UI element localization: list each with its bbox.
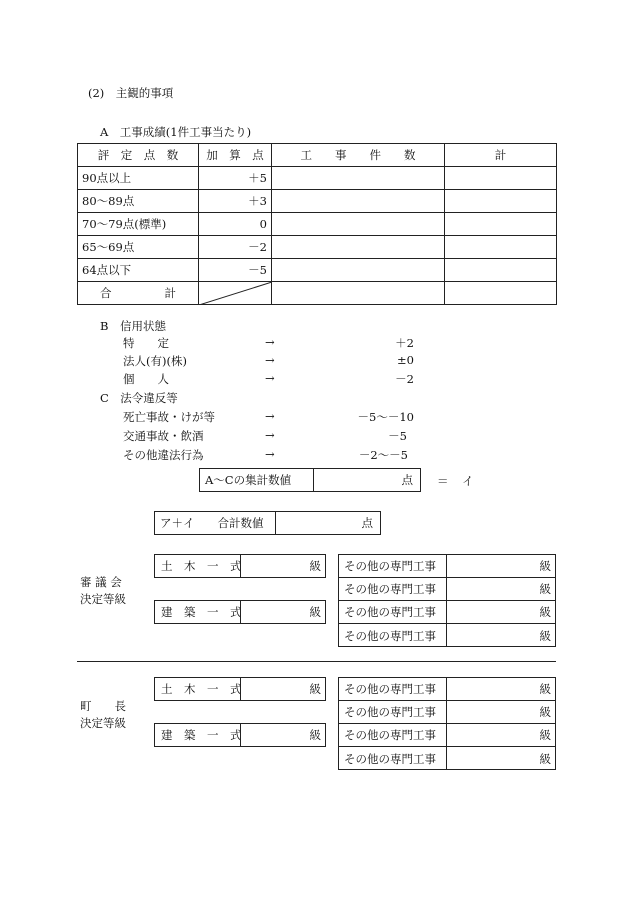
sum-ac-unit: 点	[401, 473, 413, 487]
row-label: 70～79点(標準)	[78, 213, 199, 236]
sum-ac-box	[199, 468, 421, 492]
special-row	[339, 578, 556, 601]
b-item-value: －2	[395, 372, 414, 386]
special-label: その他の専門工事	[344, 605, 436, 619]
special-row	[339, 624, 556, 647]
row-label: 64点以下	[78, 259, 199, 282]
table-total-row	[78, 282, 557, 305]
special-row	[339, 747, 556, 770]
special-row	[339, 724, 556, 747]
row-points: ＋3	[199, 190, 272, 213]
mayor-civil-box	[154, 677, 326, 701]
council-special-box	[338, 554, 556, 647]
civil-grade-field[interactable]	[240, 555, 326, 577]
row-points: 0	[199, 213, 272, 236]
c-heading: C 法令違反等	[100, 391, 178, 405]
c-item-label: 交通事故・飲酒	[123, 429, 204, 443]
special-grade-field[interactable]	[446, 555, 556, 577]
row-total[interactable]	[445, 167, 557, 190]
b-item-label: 個 人	[123, 372, 169, 386]
row-total[interactable]	[445, 236, 557, 259]
row-points: ＋5	[199, 167, 272, 190]
header-points: 加 算 点	[199, 144, 272, 167]
c-item-value: －5～－10	[357, 410, 414, 424]
section-divider	[77, 661, 556, 662]
b-item-label: 特 定	[123, 336, 169, 350]
special-label: その他の専門工事	[344, 559, 436, 573]
a-heading: A 工事成績(1件工事当たり)	[100, 125, 252, 139]
special-row	[339, 678, 556, 701]
special-label: その他の専門工事	[344, 582, 436, 596]
special-grade-field[interactable]	[446, 624, 556, 647]
civil-grade-field[interactable]	[240, 678, 326, 700]
row-points: －2	[199, 236, 272, 259]
grade-unit: 級	[309, 728, 321, 742]
diagonal-line	[199, 282, 272, 305]
header-total: 計	[445, 144, 557, 167]
table-row	[78, 167, 557, 190]
sum-ac-value[interactable]	[313, 469, 421, 491]
table-row	[78, 190, 557, 213]
grade-unit: 級	[539, 582, 551, 596]
diagonal-cell	[199, 282, 272, 305]
total-label	[78, 282, 199, 305]
sum-ac-label: A～Cの集計数値	[205, 473, 292, 487]
grade-unit: 級	[539, 605, 551, 619]
total-box	[154, 511, 381, 535]
building-label: 建 築 一 式	[161, 605, 242, 619]
grade-unit: 級	[309, 605, 321, 619]
special-label: その他の専門工事	[344, 751, 436, 766]
mayor-building-box	[154, 723, 326, 747]
special-grade-field[interactable]	[446, 701, 556, 723]
row-count[interactable]	[272, 167, 445, 190]
arrow-icon: →	[265, 335, 275, 349]
performance-table	[77, 143, 557, 305]
council-label: 審 議 会	[80, 575, 122, 589]
special-label: その他の専門工事	[344, 628, 436, 643]
row-label: 80～89点	[78, 190, 199, 213]
c-item-label: 死亡事故・けが等	[123, 410, 215, 424]
mayor-label-2: 決定等級	[80, 716, 126, 730]
total-label: ア＋イ 合計数値	[160, 516, 264, 530]
arrow-icon: →	[265, 353, 275, 367]
section-heading: (2) 主観的事項	[88, 86, 174, 100]
table-row	[78, 236, 557, 259]
total-sum[interactable]	[445, 282, 557, 305]
special-label: その他の専門工事	[344, 682, 436, 696]
total-count[interactable]	[272, 282, 445, 305]
total-label-2: 計	[164, 286, 176, 300]
c-item-label: その他違法行為	[123, 448, 204, 462]
row-total[interactable]	[445, 259, 557, 282]
c-item-value: －5	[388, 429, 407, 443]
row-points: －5	[199, 259, 272, 282]
civil-label: 土 木 一 式	[161, 682, 242, 696]
grade-unit: 級	[539, 682, 551, 696]
table-row	[78, 213, 557, 236]
mayor-label: 町 長	[80, 699, 126, 713]
table-row	[78, 259, 557, 282]
total-label-1: 合	[100, 286, 112, 300]
equals-sign: ＝	[437, 474, 449, 488]
grade-unit: 級	[309, 559, 321, 573]
grade-unit: 級	[539, 751, 551, 766]
row-total[interactable]	[445, 190, 557, 213]
grade-unit: 級	[539, 705, 551, 719]
building-label: 建 築 一 式	[161, 728, 242, 742]
special-row	[339, 601, 556, 624]
b-item-label: 法人(有)(株)	[123, 354, 187, 368]
total-value[interactable]	[275, 512, 381, 534]
special-grade-field[interactable]	[446, 578, 556, 600]
row-label: 65～69点	[78, 236, 199, 259]
c-item-value: －2～－5	[358, 448, 408, 462]
building-grade-field[interactable]	[240, 724, 326, 746]
special-grade-field[interactable]	[446, 724, 556, 746]
row-count[interactable]	[272, 213, 445, 236]
b-item-value: ＋2	[395, 336, 414, 350]
row-total[interactable]	[445, 213, 557, 236]
council-civil-box	[154, 554, 326, 578]
special-row	[339, 701, 556, 724]
b-heading: B 信用状態	[100, 319, 166, 333]
total-unit: 点	[361, 516, 373, 530]
arrow-icon: →	[265, 447, 275, 461]
arrow-icon: →	[265, 428, 275, 442]
special-row	[339, 555, 556, 578]
special-label: その他の専門工事	[344, 705, 436, 719]
row-count[interactable]	[272, 259, 445, 282]
special-grade-field[interactable]	[446, 678, 556, 700]
header-rating: 評 定 点 数	[78, 144, 199, 167]
row-count[interactable]	[272, 190, 445, 213]
arrow-icon: →	[265, 371, 275, 385]
grade-unit: 級	[309, 682, 321, 696]
b-item-value: ±0	[397, 353, 414, 367]
grade-unit: 級	[539, 628, 551, 643]
civil-label: 土 木 一 式	[161, 559, 242, 573]
special-grade-field[interactable]	[446, 601, 556, 623]
council-label-2: 決定等級	[80, 592, 126, 606]
table-header-row	[78, 144, 557, 167]
council-building-box	[154, 600, 326, 624]
header-count: 工 事 件 数	[272, 144, 445, 167]
building-grade-field[interactable]	[240, 601, 326, 623]
grade-unit: 級	[539, 559, 551, 573]
mayor-special-box	[338, 677, 556, 770]
special-grade-field[interactable]	[446, 747, 556, 770]
sum-symbol: イ	[462, 474, 474, 488]
row-label: 90点以上	[78, 167, 199, 190]
special-label: その他の専門工事	[344, 728, 436, 742]
grade-unit: 級	[539, 728, 551, 742]
arrow-icon: →	[265, 409, 275, 423]
row-count[interactable]	[272, 236, 445, 259]
